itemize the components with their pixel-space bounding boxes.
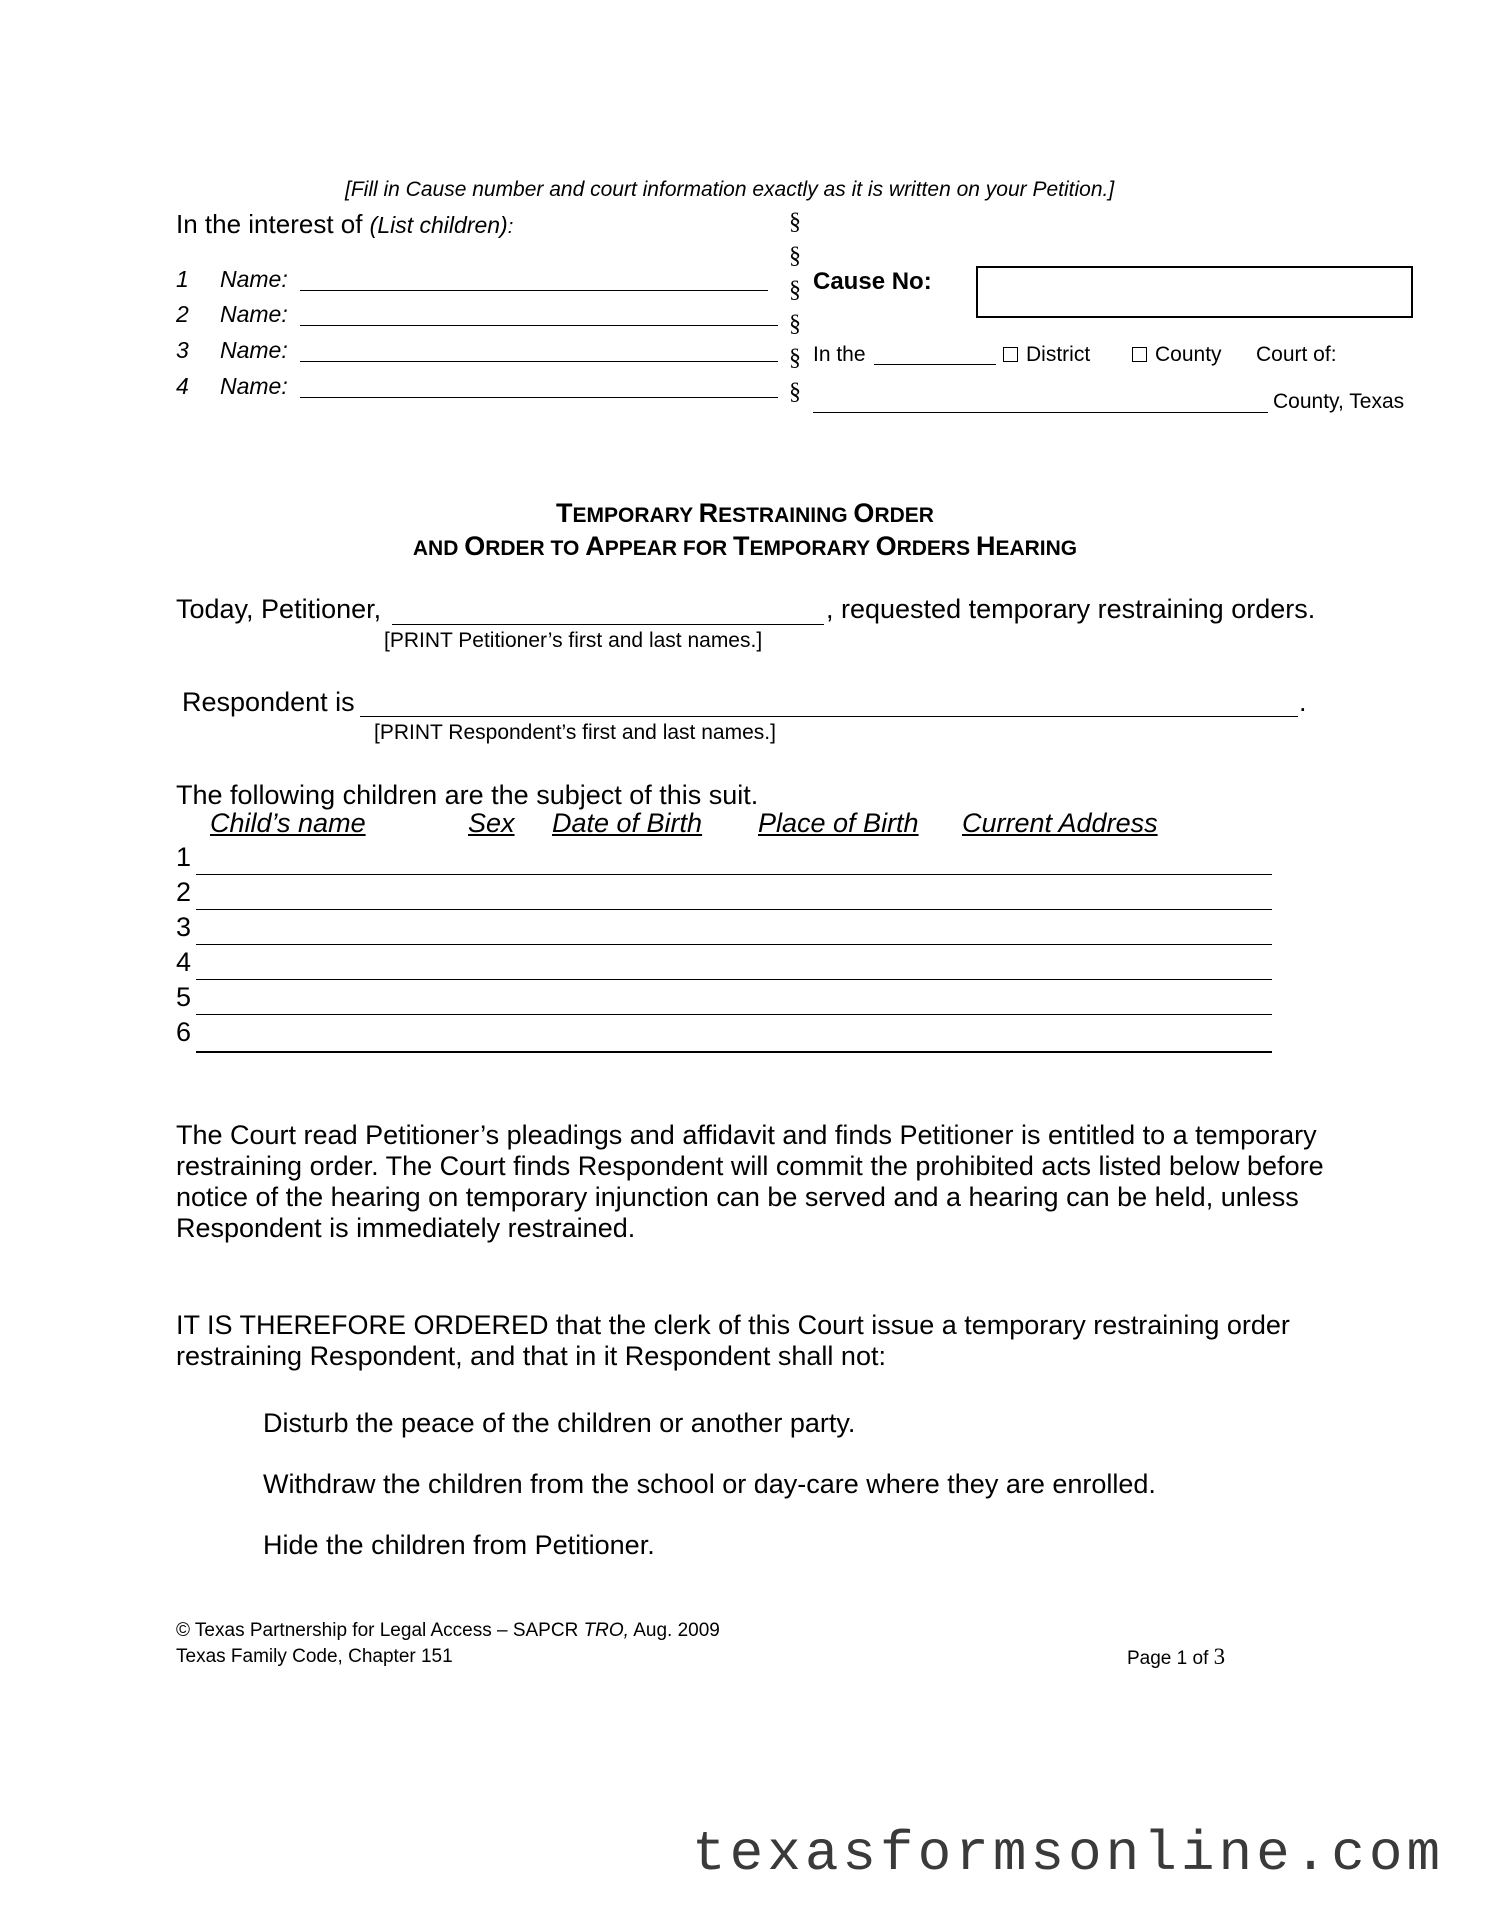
child-row-field[interactable]: [196, 909, 1272, 910]
child-name-label: Name:: [220, 337, 288, 363]
page-number-prefix: Page 1 of: [1127, 1648, 1214, 1669]
section-symbol: §: [789, 243, 801, 269]
title-small: EARING: [995, 537, 1078, 560]
respondent-hint: [PRINT Respondent’s first and last names.]: [374, 721, 776, 744]
district-label: District: [1026, 343, 1091, 366]
title-cap: R: [698, 498, 719, 528]
title-small: RDER TO: [485, 537, 586, 560]
child-row-field[interactable]: [196, 874, 1272, 875]
county-name-field[interactable]: [813, 412, 1268, 413]
child-row-number: 2: [176, 877, 192, 907]
section-symbol: §: [789, 379, 801, 405]
column-header-child-name: Child’s name: [210, 808, 366, 838]
interest-hint: (List children): [369, 212, 508, 238]
child-name-row: [176, 373, 288, 400]
petitioner-name-field[interactable]: [392, 624, 824, 625]
child-name-number: 2: [176, 301, 189, 327]
child-row-number: 3: [176, 912, 192, 942]
footer-copyright-italic: TRO,: [583, 1620, 629, 1641]
title-cap: T: [733, 531, 750, 561]
prohibition-item: Disturb the peace of the children or another party.: [263, 1408, 856, 1438]
page-total: 3: [1213, 1644, 1226, 1669]
footer-code: Texas Family Code, Chapter 151: [176, 1646, 453, 1667]
child-name-number: 1: [176, 266, 189, 292]
respondent-name-field[interactable]: [360, 716, 1298, 717]
site-watermark: texasformsonline.com: [692, 1822, 1445, 1886]
instruction-text: [Fill in Cause number and court information exactly as it is written on your Petition.]: [345, 178, 1115, 201]
child-row-field[interactable]: [196, 944, 1272, 945]
child-row-field[interactable]: [196, 1051, 1272, 1053]
footer-copyright-prefix: © Texas Partnership for Legal Access – SAPCR: [176, 1620, 584, 1641]
respondent-prefix: Respondent is: [182, 687, 355, 717]
title-small: RDER: [874, 504, 934, 527]
child-name-row: [176, 337, 288, 364]
county-label: County: [1155, 343, 1222, 366]
title-cap: O: [875, 531, 897, 561]
district-option[interactable]: [1003, 343, 1090, 367]
findings-paragraph: The Court read Petitioner’s pleadings and affidavit and finds Petitioner is entitled to a temporary restraining order. The Court finds Respondent will commit the prohibited acts listed below before notice of the hearing on temporary injunction can be served and a hearing can be held, unless Respondent is immediately restrained.: [176, 1120, 1324, 1243]
child-name-label: Name:: [220, 301, 288, 327]
child-name-row: [176, 266, 288, 293]
page-number: [1127, 1644, 1225, 1670]
child-row-number: 5: [176, 982, 192, 1012]
column-header-sex: Sex: [468, 808, 515, 838]
petitioner-hint: [PRINT Petitioner’s first and last names.]: [384, 629, 763, 652]
county-texas-label: County, Texas: [1273, 390, 1405, 413]
cause-number-box[interactable]: [976, 266, 1413, 318]
child-name-number: 4: [176, 373, 189, 399]
column-header-place-of-birth: Place of Birth: [758, 808, 919, 838]
children-intro: The following children are the subject of this suit.: [176, 780, 759, 810]
title-cap: H: [975, 531, 996, 561]
cause-number-label: Cause No:: [813, 268, 932, 295]
court-of-label: Court of:: [1256, 343, 1337, 366]
respondent-suffix: .: [1299, 687, 1307, 717]
prohibition-item: Withdraw the children from the school or day-care where they are enrolled.: [263, 1469, 1156, 1499]
document-title-line2: [0, 531, 1490, 562]
title-small: AND: [412, 537, 465, 560]
child-name-field[interactable]: [300, 397, 778, 398]
document-title-line1: [0, 498, 1490, 529]
child-name-row: [176, 301, 288, 328]
title-cap: T: [556, 498, 573, 528]
interest-label-text: In the interest of: [176, 209, 370, 239]
title-cap: O: [853, 498, 875, 528]
child-name-label: Name:: [220, 266, 288, 292]
section-symbol: §: [789, 345, 801, 371]
child-name-number: 3: [176, 337, 189, 363]
county-option[interactable]: [1132, 343, 1222, 367]
section-symbol: §: [789, 277, 801, 303]
column-header-date-of-birth: Date of Birth: [552, 808, 703, 838]
interest-colon: :: [507, 216, 514, 238]
district-checkbox[interactable]: [1003, 347, 1018, 362]
child-name-field[interactable]: [300, 290, 768, 291]
title-cap: O: [464, 531, 486, 561]
order-paragraph: IT IS THEREFORE ORDERED that the clerk of this Court issue a temporary restraining order restraining Respondent, and that in it Respondent shall not:: [176, 1310, 1290, 1371]
title-small: EMPORARY: [749, 537, 876, 560]
child-row-field[interactable]: [196, 1014, 1272, 1015]
child-row-number: 4: [176, 947, 192, 977]
county-checkbox[interactable]: [1132, 347, 1147, 362]
title-small: RDERS: [896, 537, 976, 560]
petitioner-suffix: , requested temporary restraining orders.: [826, 594, 1316, 624]
section-symbol: §: [789, 209, 801, 235]
child-row-field[interactable]: [196, 979, 1272, 980]
child-row-number: 6: [176, 1017, 192, 1047]
title-cap: A: [585, 531, 605, 561]
section-symbol: §: [789, 311, 801, 337]
child-name-field[interactable]: [300, 325, 778, 326]
footer-copyright: [176, 1620, 720, 1642]
child-row-number: 1: [176, 842, 192, 872]
footer-copyright-suffix: Aug. 2009: [628, 1620, 720, 1641]
title-small: PPEAR FOR: [604, 537, 734, 560]
in-the-label: In the: [813, 343, 866, 366]
title-small: ESTRAINING: [718, 504, 854, 527]
child-name-field[interactable]: [300, 361, 778, 362]
petitioner-prefix: Today, Petitioner,: [176, 594, 382, 624]
title-small: EMPORARY: [572, 504, 699, 527]
interest-label: [176, 209, 513, 240]
prohibition-item: Hide the children from Petitioner.: [263, 1530, 655, 1560]
column-header-current-address: Current Address: [962, 808, 1158, 838]
court-number-field[interactable]: [874, 364, 996, 365]
child-name-label: Name:: [220, 373, 288, 399]
